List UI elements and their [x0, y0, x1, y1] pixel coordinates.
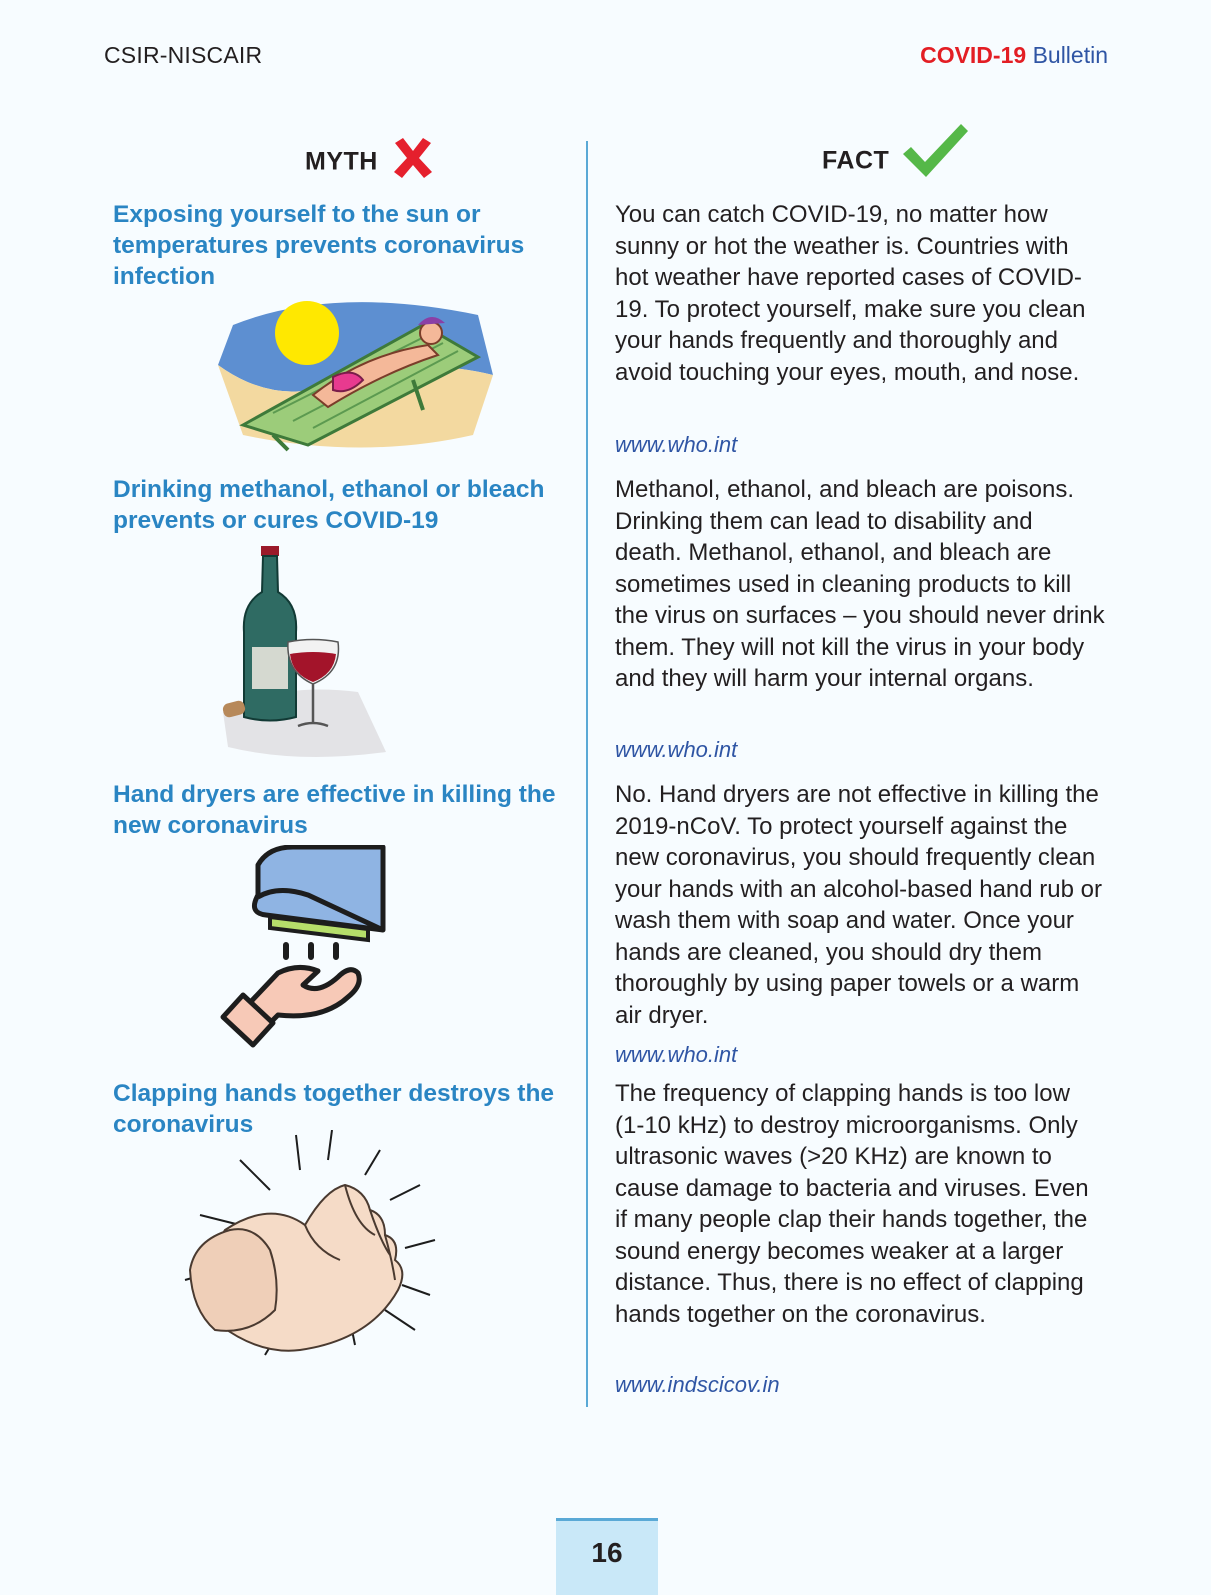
source-3: www.who.int — [615, 1042, 738, 1067]
bulletin-title-blue: Bulletin — [1032, 42, 1108, 68]
fact-heading — [822, 144, 971, 180]
source-2: www.who.int — [615, 737, 738, 762]
fact-3: No. Hand dryers are not effective in killing the 2019-nCoV. To protect yourself against the new coronavirus, you should frequently clean your hands with an alcohol-based hand rub or wash them with soap and water. Once your hands are cleaned, you should dry them thoroughly by using paper towels or a warm air dryer. — [615, 781, 1102, 1029]
fact-label: FACT — [822, 146, 890, 175]
myth-4: Clapping hands together destroys the coronavirus — [113, 1080, 555, 1138]
fact-1: You can catch COVID-19, no matter how sunny or hot the weather is. Countries with hot weather have reported cases of COVID-19. To protect yourself, make sure you clean your hands frequently and thoroughly and avoid touching your eyes, mouth, and nose. — [615, 201, 1086, 386]
myth-label: MYTH — [305, 147, 378, 176]
myth-1: Exposing yourself to the sun or temperatures prevents coronavirus infection — [113, 201, 525, 290]
bulletin-title — [920, 42, 1108, 69]
publisher-name: CSIR-NISCAIR — [104, 42, 263, 68]
source-4: www.indscicov.in — [615, 1372, 780, 1397]
fact-4: The frequency of clapping hands is too low (1-10 kHz) to destroy microorganisms. Only ultrasonic waves (>20 KHz) are known to cause damage to bacteria and viruses. Even if many people clap their hands together, the sound energy becomes weaker at a larger distance. Thus, there is no effect of clapping hands together on the coronavirus. — [615, 1080, 1089, 1328]
red-x-icon — [389, 134, 437, 182]
source-1: www.who.int — [615, 432, 738, 457]
myth-3: Hand dryers are effective in killing the new coronavirus — [113, 781, 556, 839]
hand-dryer-illustration — [218, 845, 393, 1050]
page-number: 16 — [556, 1518, 658, 1595]
myth-heading — [305, 144, 437, 182]
sunbathing-illustration — [213, 285, 498, 455]
myth-2: Drinking methanol, ethanol or bleach prevents or cures COVID-19 — [113, 476, 545, 534]
green-check-icon — [901, 122, 971, 180]
clapping-hands-illustration — [180, 1130, 445, 1365]
wine-bottle-illustration — [218, 542, 388, 762]
fact-2: Methanol, ethanol, and bleach are poisons. Drinking them can lead to disability and death. Methanol, ethanol, and bleach are sometimes used in cleaning products to kill the virus on surfaces – you should never drink them. They will not kill the virus in your body and they will harm your internal organs. — [615, 476, 1105, 692]
bulletin-title-red: COVID-19 — [920, 42, 1027, 68]
column-divider — [586, 141, 588, 1407]
